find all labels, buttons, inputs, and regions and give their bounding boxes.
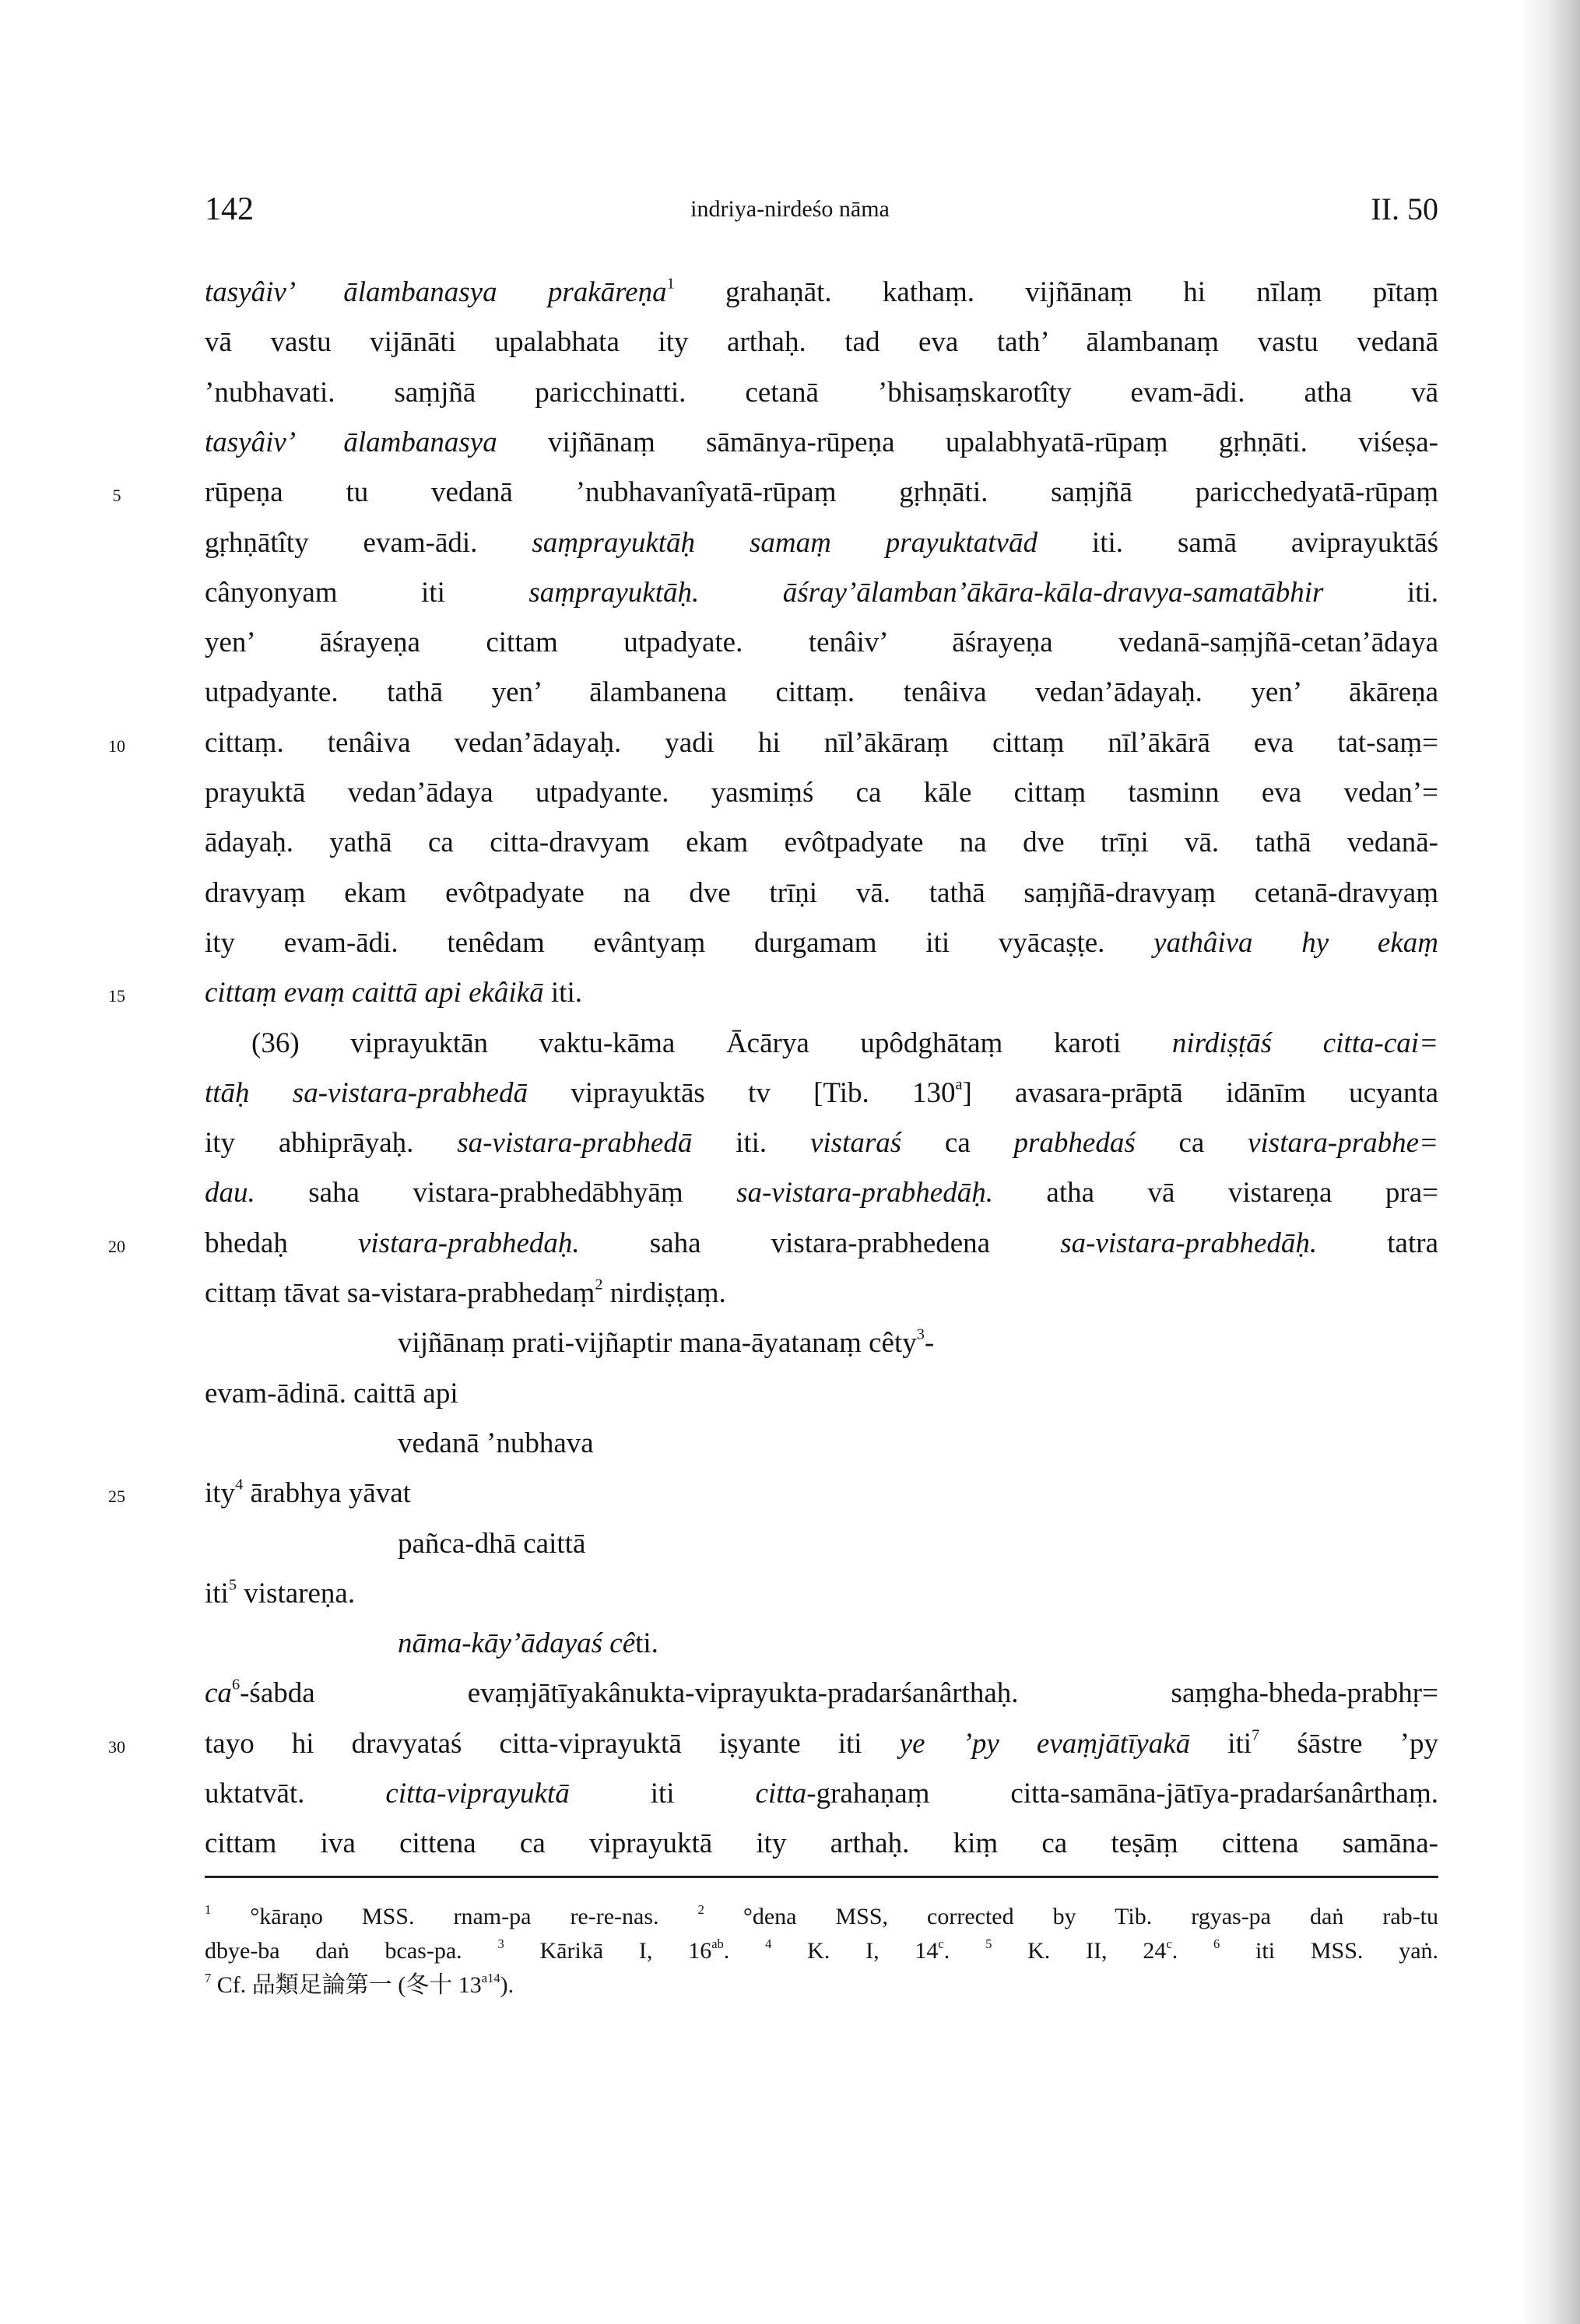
text-run: uktatvāt. [205,1778,386,1810]
text-run: Cf. 品類足論第一 (冬十 13 [211,1972,482,1998]
text-run: iti. [543,977,582,1009]
footnote-marker: 7 [205,1970,212,1985]
text-line [398,1527,1438,1561]
text-line [205,626,1438,660]
text-run: ti. [635,1627,658,1660]
text-run: tatra [1317,1227,1438,1259]
text-run: vijñānaṃ sāmānya-rūpeṇa upalabhyatā-rūpaṃ gṛhṇāti. viśeṣa- [497,426,1438,458]
text-run: ity abhiprāyaḥ. [205,1127,458,1160]
text-line [205,1227,1438,1261]
text-run: -grahaṇaṃ citta-samāna-jātīya-pradarśanârthaṃ. [806,1778,1438,1810]
italic-text: yathâiva hy ekaṃ [1153,926,1438,959]
line-number: 30 [108,1736,125,1757]
text-run: vā vastu vijānāti upalabhata ity arthaḥ. tad eva tath’ ālambanaṃ vastu vedanā [205,326,1438,359]
line-number: 10 [108,735,125,756]
text-line [205,476,1438,510]
text-run: ca [1135,1127,1248,1160]
text-line [205,1126,1438,1160]
text-run: gṛhṇātîty evam-ādi. [205,526,532,559]
text-run: K. II, 24 [992,1938,1167,1964]
italic-text: vistaraś [809,1127,902,1160]
text-line [251,1027,1438,1061]
footnote-marker: 2 [697,1901,704,1917]
text-run: dbye-ba daṅ bcas-pa. [205,1938,498,1964]
scan-edge-shadow [1518,0,1580,2324]
text-run: cittam iva cittena ca viprayuktā ity arthaḥ. kiṃ ca teṣāṃ cittena samāna- [205,1827,1438,1860]
text-line [205,325,1438,360]
footnote-marker: 6 [1213,1936,1220,1951]
text-run: rūpeṇa tu vedanā ’nubhavanîyatā-rūpaṃ gṛhṇāti. saṃjñā paricchedyatā-rūpaṃ [205,476,1438,509]
footnote-marker: 1 [205,1901,212,1917]
text-run: cânyonyam iti [205,576,529,609]
italic-text: ye ’py evaṃjātīyakā [899,1727,1191,1760]
footnote-marker: 1 [666,275,675,293]
text-line [205,976,1438,1010]
footnote-marker: 4 [765,1936,772,1951]
italic-text: citta [755,1778,807,1810]
italic-text: citta-viprayuktā [385,1778,570,1810]
text-run: iti [569,1778,756,1810]
line-number: 20 [108,1236,125,1256]
running-title: indriya-nirdeśo nāma [690,196,890,222]
text-run [699,577,782,609]
text-line [398,1627,1438,1661]
footnote-marker: 3 [916,1326,925,1344]
text-run: yen’ āśrayeṇa cittam utpadyate. tenâiv’ āśrayeṇa vedanā-saṃjñā-cetan’ādaya [205,627,1438,659]
italic-text: ttāḥ sa-vistara-prabhedā [205,1076,528,1109]
text-run: ca [901,1127,1014,1160]
italic-text: sa-vistara-prabhedā [457,1127,693,1160]
italic-text: vistara-prabhedaḥ. [357,1227,580,1259]
text-run: iti. [1323,576,1438,609]
text-run: -śabda evaṃjātīyakânukta-viprayukta-pradarśanârthaḥ. saṃgha-bheda-prabhṛ= [240,1677,1438,1710]
section-reference: II. 50 [1371,191,1438,226]
text-run: . [723,1938,766,1964]
text-run: evam-ādinā. caittā api [205,1377,458,1409]
italic-text: saṃprayuktāḥ. [528,576,700,609]
text-line [205,926,1438,960]
italic-text: cittaṃ evaṃ caittā api ekâikā [205,977,544,1009]
text-run: Kārikā I, 16 [504,1938,712,1964]
line-number: 15 [108,986,125,1006]
text-line [205,1476,1438,1511]
text-line [205,776,1438,810]
italic-text: nirdiṣṭāś citta-cai= [1171,1027,1438,1059]
page-number: 142 [205,191,254,227]
text-run: iti MSS. yaṅ. [1220,1938,1439,1964]
footnote-marker: a [955,1076,963,1094]
text-run: utpadyante. tathā yen’ ālambanena cittaṃ. tenâiva vedan’ādayaḥ. yen’ ākāreṇa [205,676,1438,709]
text-run: ity [205,1477,236,1510]
text-run: ). [500,1972,514,1998]
text-line [205,1827,1438,1861]
text-run: saha vistara-prabhedābhyāṃ [255,1177,737,1209]
italic-text: āśray’ālamban’ākāra-kāla-dravya-samatābhir [782,576,1324,609]
italic-text: nāma-kāy’ādayaś cê [398,1627,636,1660]
italic-text: vistara-prabhe= [1248,1127,1438,1160]
text-run: nirdiṣṭaṃ. [602,1277,726,1309]
text-run: K. I, 14 [771,1938,939,1964]
footnote-marker: c [1166,1936,1172,1951]
text-line [205,276,1438,310]
text-run: ādayaḥ. yathā ca citta-dravyam ekam evôtpadyate na dve trīṇi vā. tathā vedanā- [205,827,1438,859]
text-line [398,1427,1438,1461]
text-line [205,726,1438,760]
footnote-line [205,1903,1438,1931]
text-run: - [924,1327,935,1360]
line-number: 5 [112,486,121,506]
footnote-marker: 6 [231,1676,241,1694]
italic-text: sa-vistara-prabhedāḥ. [1060,1227,1318,1259]
text-line [205,1176,1438,1210]
italic-text: tasyâiv’ ālambanasya prakāreṇa [205,276,667,308]
text-line [205,1676,1438,1711]
footnote-marker: 7 [1252,1726,1260,1744]
text-run: atha vā vistareṇa pra= [992,1177,1438,1209]
text-run: . [943,1938,986,1964]
text-run: prayuktā vedan’ādaya utpadyante. yasmiṃś ca kāle cittaṃ tasminn eva vedan’= [205,777,1438,809]
text-line [205,1777,1438,1811]
text-line [205,376,1438,410]
text-run: dravyaṃ ekam evôtpadyate na dve trīṇi vā. tathā saṃjñā-dravyaṃ cetanā-dravyaṃ [205,876,1438,909]
text-run: viprayuktās tv [Tib. 130 [527,1076,956,1109]
text-line [205,676,1438,710]
text-run: ity evam-ādi. tenêdam evântyaṃ durgamam iti vyācaṣṭe. [205,926,1154,959]
italic-text: prabhedaś [1013,1127,1136,1160]
text-run: cittaṃ. tenâiva vedan’ādayaḥ. yadi hi nīl’ākāraṃ cittaṃ nīl’ākārā eva tat-saṃ= [205,726,1438,759]
text-run: ] avasara-prāptā idānīm ucyanta [962,1076,1439,1109]
text-run: ’nubhavati. saṃjñā paricchinatti. cetanā ’bhisaṃskarotîty evam-ādi. atha vā [205,376,1438,409]
text-line [398,1326,1438,1360]
footnote-marker: 5 [985,1936,992,1951]
text-line [205,826,1438,860]
text-run: iti. samā aviprayuktāś [1037,526,1438,559]
text-run: vedanā ’nubhava [398,1427,594,1459]
footnote-marker: ab [711,1936,724,1951]
footnote-marker: 3 [497,1936,504,1951]
italic-text: tasyâiv’ ālambanasya [205,426,497,458]
text-run: cittaṃ tāvat sa-vistara-prabhedaṃ [205,1277,595,1309]
footnote-marker: a14 [481,1970,500,1985]
text-run: °dena MSS, corrected by Tib. rgyas-pa daṅ rab-tu [704,1904,1438,1929]
text-line [205,1076,1438,1111]
text-run: (36) viprayuktān vaktu-kāma Ācārya upôdghātaṃ karoti [251,1027,1172,1059]
text-line [205,526,1438,560]
footnote-marker: 5 [228,1576,237,1594]
footnote-divider [205,1876,1438,1878]
italic-text: dau. [205,1177,255,1209]
text-run: bhedaḥ [205,1227,358,1259]
italic-text: sa-vistara-prabhedāḥ. [736,1177,993,1209]
footnote-marker: 2 [595,1276,603,1294]
text-line [205,426,1438,460]
italic-text: saṃprayuktāḥ samaṃ prayuktatvād [532,526,1038,559]
text-run: iti. [692,1127,810,1160]
text-run: grahaṇāt. kathaṃ. vijñānaṃ hi nīlaṃ pītaṃ [674,276,1438,308]
text-run: . [1171,1938,1213,1964]
text-line [205,1377,1438,1411]
text-line [205,1727,1438,1761]
text-run: iti [205,1577,229,1610]
text-run: iti [1190,1727,1252,1760]
text-line [205,576,1438,610]
text-run: saha vistara-prabhedena [579,1227,1061,1259]
footnote-marker: 4 [235,1476,244,1494]
italic-text: ca [205,1677,232,1710]
text-line [205,1577,1438,1611]
text-line [205,876,1438,911]
text-run: vistareṇa. [237,1577,356,1610]
text-run: ārabhya yāvat [243,1477,411,1510]
text-run: śāstre ’py [1259,1727,1439,1760]
text-run: tayo hi dravyataś citta-viprayuktā iṣyante iti [205,1727,900,1760]
footnote-marker: c [938,1936,944,1951]
text-line [205,1276,1438,1311]
line-number: 25 [108,1487,125,1507]
text-run: vijñānaṃ prati-vijñaptir mana-āyatanaṃ cêty [398,1327,917,1360]
text-run: pañca-dhā caittā [398,1527,586,1560]
text-run: °kāraṇo MSS. rnam-pa re-re-nas. [211,1904,698,1929]
footnote-line [205,1937,1438,1965]
footnote-line [205,1971,1438,1999]
